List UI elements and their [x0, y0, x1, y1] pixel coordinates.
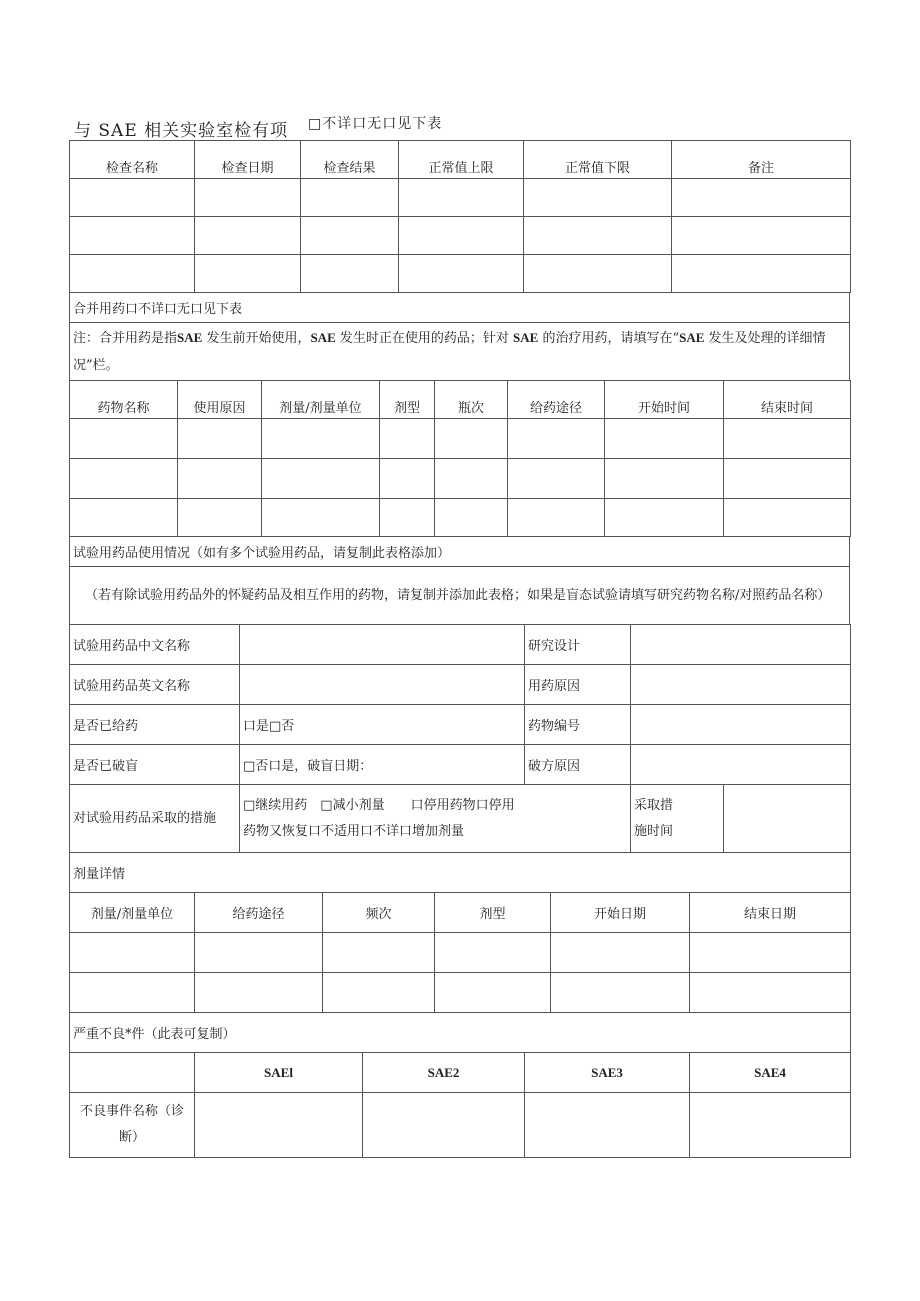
study-design-label: 研究设计 — [525, 625, 631, 665]
note-text: 发生时正在使用的药品；针对 — [335, 331, 514, 346]
action-options-line1[interactable]: □继续用药 □减小剂量 口停用药物口停用 — [243, 797, 515, 813]
conmed-cell[interactable] — [435, 499, 508, 537]
conmed-heading-table — [69, 292, 850, 381]
conmed-cell[interactable] — [70, 499, 178, 537]
lab-cell[interactable] — [195, 217, 301, 255]
lab-cell[interactable] — [524, 255, 672, 293]
conmed-cell[interactable] — [262, 419, 380, 459]
conmed-cell[interactable] — [70, 459, 178, 499]
administered-checkboxes[interactable]: 口是□否 — [240, 705, 525, 745]
dose-cell[interactable] — [435, 933, 551, 973]
conmed-header: 使用原因 — [178, 381, 262, 419]
lab-cell[interactable] — [399, 179, 524, 217]
unblinded-checkboxes[interactable]: □否口是，破盲日期： — [240, 745, 525, 785]
lab-section-options[interactable]: □不详口无口见下表 — [308, 116, 443, 132]
sae-cell[interactable] — [195, 1093, 363, 1158]
conmed-header: 给药途径 — [508, 381, 605, 419]
lab-table — [69, 140, 851, 293]
sae-header-4: SAE4 — [690, 1053, 851, 1093]
ae-name-label: 不良事件名称（诊断） — [70, 1093, 195, 1158]
sae-cell[interactable] — [690, 1093, 851, 1158]
cn-name-label: 试验用药品中文名称 — [70, 625, 240, 665]
lab-header-upper: 正常值上限 — [399, 141, 524, 179]
sae-header-2: SAE2 — [363, 1053, 525, 1093]
note-text: 发生前开始使用， — [202, 331, 311, 346]
conmed-cell[interactable] — [380, 419, 435, 459]
unblinded-label: 是否已破盲 — [70, 745, 240, 785]
dose-header: 给药途径 — [195, 893, 323, 933]
drug-no-field[interactable] — [631, 705, 851, 745]
cn-name-field[interactable] — [240, 625, 525, 665]
conmed-cell[interactable] — [724, 419, 851, 459]
dose-cell[interactable] — [70, 933, 195, 973]
conmed-header: 结束时间 — [724, 381, 851, 419]
lab-header-remarks: 备注 — [672, 141, 851, 179]
lab-header-lower: 正常值下限 — [524, 141, 672, 179]
note-text: 发生及处理的详细情况”栏。 — [73, 331, 826, 373]
conmed-cell[interactable] — [70, 419, 178, 459]
conmed-cell[interactable] — [605, 459, 724, 499]
sae-header-blank — [70, 1053, 195, 1093]
lab-cell[interactable] — [301, 217, 399, 255]
dose-cell[interactable] — [70, 973, 195, 1013]
note-sae: SAE — [679, 330, 705, 345]
table-row — [70, 459, 851, 499]
lab-cell[interactable] — [672, 179, 851, 217]
lab-cell[interactable] — [70, 217, 195, 255]
action-checkboxes[interactable] — [240, 785, 631, 853]
sae-section-title: 严重不良*件（此表可复制） — [70, 1013, 851, 1053]
table-row — [70, 499, 851, 537]
lab-cell[interactable] — [195, 255, 301, 293]
dose-cell[interactable] — [195, 933, 323, 973]
conmed-cell[interactable] — [508, 419, 605, 459]
note-text: 的治疗用药，请填写在“ — [538, 331, 680, 346]
lab-cell[interactable] — [70, 179, 195, 217]
sae-table — [69, 1012, 851, 1158]
lab-section-title: 与 SAE 相关实验室检有项 — [74, 121, 289, 141]
conmed-header: 剂型 — [380, 381, 435, 419]
lab-cell[interactable] — [524, 179, 672, 217]
conmed-header: 开始时间 — [605, 381, 724, 419]
conmed-cell[interactable] — [262, 459, 380, 499]
conmed-note — [70, 323, 850, 381]
dose-header: 结束日期 — [690, 893, 851, 933]
conmed-cell[interactable] — [605, 419, 724, 459]
reason-field[interactable] — [631, 665, 851, 705]
lab-cell[interactable] — [672, 255, 851, 293]
conmed-cell[interactable] — [262, 499, 380, 537]
conmed-cell[interactable] — [508, 499, 605, 537]
conmed-cell[interactable] — [178, 419, 262, 459]
lab-cell[interactable] — [70, 255, 195, 293]
dose-cell[interactable] — [690, 973, 851, 1013]
dose-table — [69, 892, 851, 1013]
note-sae: SAE — [310, 330, 336, 345]
en-name-label: 试验用药品英文名称 — [70, 665, 240, 705]
lab-cell[interactable] — [301, 255, 399, 293]
conmed-cell[interactable] — [724, 499, 851, 537]
trial-drug-note: （若有除试验用药品外的怀疑药品及相互作用的药物，请复制并添加此表格；如果是盲态试验请填写研究药物名称/对照药品名称） — [70, 567, 850, 625]
sae-cell[interactable] — [363, 1093, 525, 1158]
table-row — [70, 255, 851, 293]
table-row — [70, 419, 851, 459]
conmed-header: 药物名称 — [70, 381, 178, 419]
trial-drug-section-title: 试验用药品使用情况（如有多个试验用药品，请复制此表格添加） — [70, 537, 850, 567]
lab-cell[interactable] — [399, 255, 524, 293]
unblind-reason-label: 破方原因 — [525, 745, 631, 785]
lab-header-name: 检查名称 — [70, 141, 195, 179]
sae-header-1: SAEl — [195, 1053, 363, 1093]
table-row — [70, 933, 851, 973]
conmed-header: 剂量/剂量单位 — [262, 381, 380, 419]
action-options-line2[interactable]: 药物又恢复口不适用口不详口增加剂量 — [243, 823, 465, 839]
lab-header-date: 检查日期 — [195, 141, 301, 179]
dose-section-title: 剂量详情 — [70, 853, 851, 893]
dose-cell[interactable] — [323, 973, 435, 1013]
table-row — [70, 179, 851, 217]
action-time-field[interactable] — [724, 785, 851, 853]
drug-no-label: 药物编号 — [525, 705, 631, 745]
dose-cell[interactable] — [551, 973, 690, 1013]
dose-header: 剂型 — [435, 893, 551, 933]
study-design-field[interactable] — [631, 625, 851, 665]
conmed-cell[interactable] — [380, 459, 435, 499]
dose-cell[interactable] — [323, 933, 435, 973]
note-sae: SAE — [177, 330, 203, 345]
conmed-cell[interactable] — [508, 459, 605, 499]
note-text: 注：合并用药是指 — [73, 331, 178, 346]
lab-cell[interactable] — [672, 217, 851, 255]
dose-cell[interactable] — [551, 933, 690, 973]
lab-cell[interactable] — [195, 179, 301, 217]
action-label: 对试验用药品采取的措施 — [70, 785, 240, 853]
lab-cell[interactable] — [301, 179, 399, 217]
conmed-section-title: 合并用药口不详口无口见下表 — [70, 293, 850, 323]
note-sae: SAE — [513, 330, 539, 345]
dose-header: 剂量/剂量单位 — [70, 893, 195, 933]
conmed-cell[interactable] — [178, 459, 262, 499]
conmed-cell[interactable] — [605, 499, 724, 537]
reason-label: 用药原因 — [525, 665, 631, 705]
dose-cell[interactable] — [435, 973, 551, 1013]
table-row — [70, 973, 851, 1013]
sae-header-3: SAE3 — [525, 1053, 690, 1093]
table-row — [70, 217, 851, 255]
administered-label: 是否已给药 — [70, 705, 240, 745]
conmed-cell[interactable] — [178, 499, 262, 537]
sae-cell[interactable] — [525, 1093, 690, 1158]
conmed-table — [69, 380, 851, 537]
trial-drug-heading-table — [69, 536, 850, 625]
conmed-cell[interactable] — [724, 459, 851, 499]
conmed-cell[interactable] — [435, 419, 508, 459]
dose-cell[interactable] — [195, 973, 323, 1013]
dose-header: 频次 — [323, 893, 435, 933]
trial-drug-table — [69, 624, 851, 893]
lab-cell[interactable] — [399, 217, 524, 255]
dose-cell[interactable] — [690, 933, 851, 973]
en-name-field[interactable] — [240, 665, 525, 705]
unblind-reason-field[interactable] — [631, 745, 851, 785]
conmed-cell[interactable] — [380, 499, 435, 537]
lab-header-result: 检查结果 — [301, 141, 399, 179]
action-time-label: 采取措施时间 — [631, 785, 724, 853]
dose-header: 开始日期 — [551, 893, 690, 933]
conmed-cell[interactable] — [435, 459, 508, 499]
lab-cell[interactable] — [524, 217, 672, 255]
conmed-header: 瓶次 — [435, 381, 508, 419]
